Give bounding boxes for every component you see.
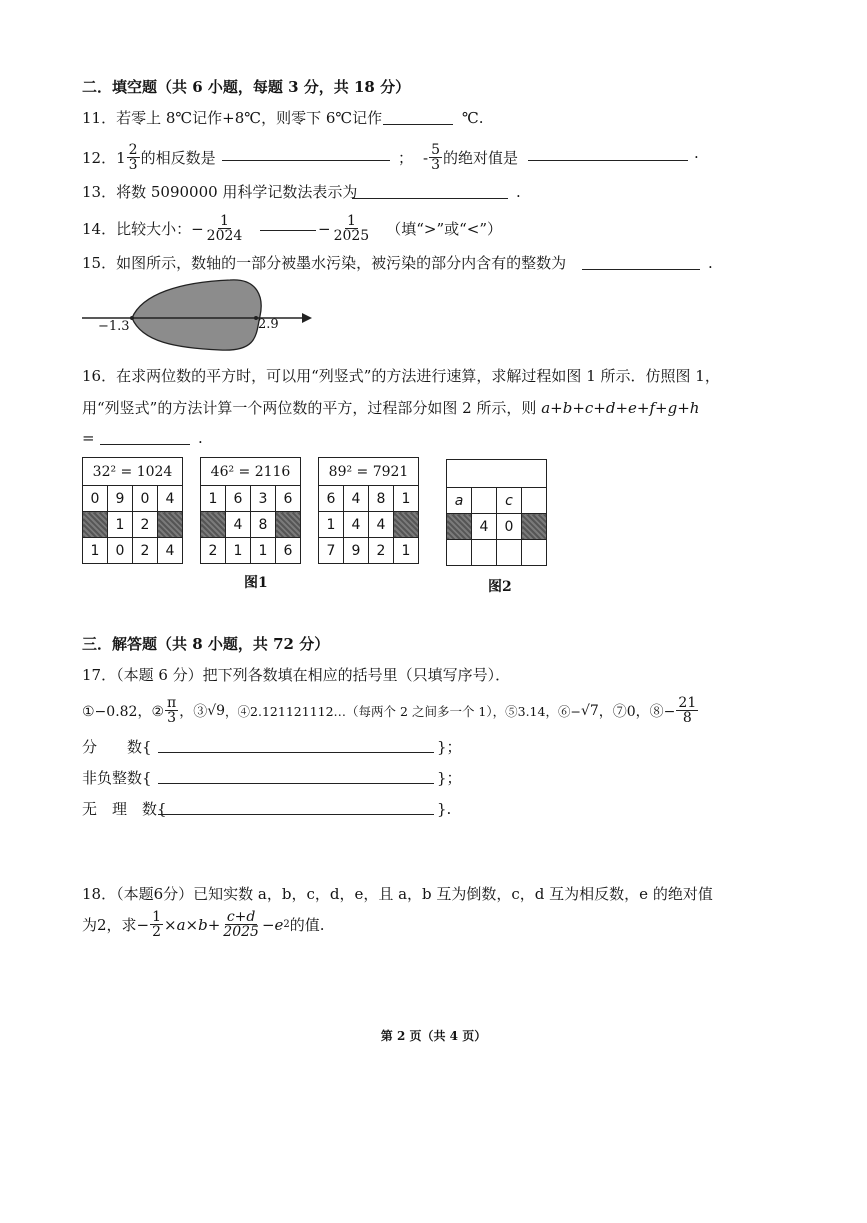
- q14-neg2: −: [318, 219, 331, 238]
- q17-fraction-21-8: $\frac{21}{8}$: [678, 695, 697, 726]
- grid2-cell: 6: [276, 538, 301, 564]
- grid3-shaded-cell: [394, 512, 419, 538]
- q16-end: .: [198, 429, 203, 447]
- q12-mixed-fraction: $\frac{2}{3}$: [128, 142, 138, 173]
- q17-item1: ①−0.82，②: [82, 703, 165, 720]
- grid1-cell: 0: [108, 538, 133, 564]
- figure1-label: 图1: [244, 575, 268, 591]
- q14-hint: （填“>”或“<”）: [386, 219, 503, 238]
- q12-part2: 的绝对值是: [443, 148, 519, 167]
- grid1-cell: 2: [133, 512, 158, 538]
- grid1-header: 32² = 1024: [83, 458, 183, 486]
- q18-end: 的值.: [289, 915, 325, 934]
- grid3-cell: 4: [344, 486, 369, 512]
- grid4-cell: [472, 540, 497, 566]
- grid2-cell: 8: [251, 512, 276, 538]
- grid3-header: 89² = 7921: [319, 458, 419, 486]
- grid4-cell-a: a: [447, 488, 472, 514]
- grid2-header: 46² = 2116: [201, 458, 301, 486]
- axis-arrow-icon: [302, 313, 312, 323]
- grid2-cell: 1: [251, 538, 276, 564]
- q18-half-fraction: $\frac{1}{2}$: [152, 909, 162, 940]
- grid3-cell: 1: [394, 486, 419, 512]
- grid1-cell: 0: [133, 486, 158, 512]
- q11-unit: ℃.: [462, 109, 484, 127]
- grid2-cell: 6: [276, 486, 301, 512]
- grid2-cell: 1: [226, 538, 251, 564]
- page-footer: 第 2 页（共 4 页）: [380, 1029, 487, 1043]
- number-line-figure: [80, 276, 320, 356]
- q16-answer-blank[interactable]: [100, 444, 190, 445]
- q11-text: 11．若零上 8℃记作+8℃，则零下 6℃记作: [82, 109, 383, 127]
- q16-line1: 16．在求两位数的平方时，可以用“列竖式”的方法进行速算，求解过程如图 1 所示．仿照图 1，: [82, 367, 720, 385]
- q18-line2: [82, 910, 325, 939]
- q14-text: 14．比较大小：: [82, 219, 192, 238]
- grid-figure1-89: [318, 457, 419, 564]
- q18-tail: −e: [261, 915, 284, 934]
- q17-close1: }；: [437, 738, 462, 756]
- grid2-cell: 4: [226, 512, 251, 538]
- q17-fractions-blank[interactable]: [158, 752, 434, 753]
- q15-text: 15．如图所示，数轴的一部分被墨水污染，被污染的部分内含有的整数为: [82, 254, 567, 272]
- q14-left: [82, 214, 245, 243]
- grid1-shaded-cell: [158, 512, 183, 538]
- q12-mixed-whole: 1: [116, 148, 126, 167]
- q18-line1: 18．（本题6分）已知实数 a，b，c，d，e，且 a，b 互为倒数，c，d 互为相反数，e 的绝对值: [82, 885, 713, 903]
- q17-items7-8: ，⑦0，⑧−: [598, 703, 676, 720]
- grid4-cell: [522, 488, 547, 514]
- grid3-cell: 8: [369, 486, 394, 512]
- grid4-cell: [447, 540, 472, 566]
- q14-fraction-2: $\frac{1}{2025}$: [333, 213, 370, 244]
- grid2-cell: 1: [201, 486, 226, 512]
- section2-heading: 二．填空题（共 6 小题，每题 3 分，共 18 分）: [82, 78, 411, 96]
- q11-answer-blank[interactable]: [383, 124, 453, 125]
- q18-cd-fraction: $\frac{c+d}{2025}$: [223, 909, 259, 940]
- q14-right: [318, 214, 502, 243]
- q17-pi-fraction: $\frac{\pi}{3}$: [167, 695, 177, 726]
- q17-numbers: [82, 696, 699, 725]
- grid1-cell: 4: [158, 538, 183, 564]
- grid1-shaded-cell: [83, 512, 108, 538]
- q12-separator: ；: [398, 148, 414, 167]
- grid4-cell: [472, 488, 497, 514]
- q17-close2: }；: [437, 769, 462, 787]
- q12-second: [398, 143, 518, 172]
- section3-heading: 三．解答题（共 8 小题，共 72 分）: [82, 635, 330, 653]
- grid-figure1-46: [200, 457, 301, 564]
- grid2-shaded-cell: [201, 512, 226, 538]
- q17-text: 17．（本题 6 分）把下列各数填在相应的括号里（只填写序号）．: [82, 666, 511, 684]
- q17-category-fractions: 分 数{: [82, 738, 152, 756]
- q12-blank-2[interactable]: [528, 160, 688, 161]
- q13-text: 13．将数 5090000 用科学记数法表示为: [82, 183, 358, 201]
- grid4-shaded-cell: [522, 514, 547, 540]
- grid3-cell: 1: [319, 512, 344, 538]
- q14-answer-blank[interactable]: [260, 230, 316, 231]
- q18-line2-prefix: 为2，求−: [82, 915, 150, 934]
- q17-nonnegative-blank[interactable]: [158, 783, 434, 784]
- grid4-cell: 4: [472, 514, 497, 540]
- number-line-right-label: 2.9: [258, 317, 279, 332]
- grid4-cell: 0: [497, 514, 522, 540]
- q16-equals: =: [82, 429, 95, 447]
- q12-number: 12．: [82, 148, 117, 167]
- grid3-cell: 9: [344, 538, 369, 564]
- q15-answer-blank[interactable]: [582, 269, 700, 270]
- grid2-cell: 6: [226, 486, 251, 512]
- q16-expression: a+b+c+d+e+f+g+h: [541, 399, 700, 417]
- ink-blot-shape: [132, 280, 261, 350]
- q13-end: .: [516, 183, 521, 201]
- q13-answer-blank[interactable]: [352, 198, 508, 199]
- grid4-cell-c: c: [497, 488, 522, 514]
- q17-category-irrational: 无 理 数{: [82, 800, 167, 818]
- figure2-label: 图2: [488, 579, 512, 595]
- grid1-cell: 9: [108, 486, 133, 512]
- q12-negative-sign: -: [423, 148, 429, 167]
- grid4-shaded-cell: [447, 514, 472, 540]
- q14-neg1: −: [191, 219, 204, 238]
- left-endpoint-dot: [130, 316, 134, 320]
- grid3-cell: 6: [319, 486, 344, 512]
- grid1-cell: 1: [83, 538, 108, 564]
- q16-line2: [82, 398, 699, 418]
- grid2-cell: 2: [201, 538, 226, 564]
- number-line-left-label: −1.3: [98, 319, 130, 334]
- grid3-cell: 4: [344, 512, 369, 538]
- q18-exponent: 2: [283, 918, 290, 930]
- grid3-cell: 7: [319, 538, 344, 564]
- grid4-cell: [522, 540, 547, 566]
- q16-line2-text: 用“列竖式”的方法计算一个两位数的平方，过程部分如图 2 所示，则: [82, 399, 537, 417]
- grid3-cell: 2: [369, 538, 394, 564]
- q18-product: ×a×b+: [164, 915, 221, 934]
- q17-sqrt9: √9: [207, 702, 226, 719]
- grid2-cell: 3: [251, 486, 276, 512]
- grid1-cell: 2: [133, 538, 158, 564]
- grid2-shaded-cell: [276, 512, 301, 538]
- q17-close3: }.: [437, 800, 452, 818]
- grid4-header: [447, 460, 547, 488]
- grid1-cell: 4: [158, 486, 183, 512]
- q12-end: .: [694, 144, 699, 162]
- q17-item3-prefix: ，③: [179, 703, 208, 720]
- q17-category-nonnegative-integers: 非负整数{: [82, 769, 152, 787]
- q12-blank-1[interactable]: [222, 160, 390, 161]
- grid1-cell: 1: [108, 512, 133, 538]
- q17-items4-6: ，④2.121121112…（每两个 2 之间多一个 1），⑤3.14，⑥−: [225, 703, 581, 719]
- grid3-cell: 4: [369, 512, 394, 538]
- grid1-cell: 0: [83, 486, 108, 512]
- q17-sqrt7: √7: [580, 702, 599, 719]
- grid3-cell: 1: [394, 538, 419, 564]
- q14-fraction-1: $\frac{1}{2024}$: [206, 213, 243, 244]
- q12-part1: 的相反数是: [140, 148, 216, 167]
- q17-irrational-blank[interactable]: [158, 814, 434, 815]
- grid4-cell: [497, 540, 522, 566]
- grid-figure1-32: [82, 457, 183, 564]
- grid-figure2: [446, 459, 547, 566]
- q12-prefix: [82, 143, 216, 172]
- q12-fraction: $\frac{5}{3}$: [431, 142, 441, 173]
- q15-end: .: [708, 254, 713, 272]
